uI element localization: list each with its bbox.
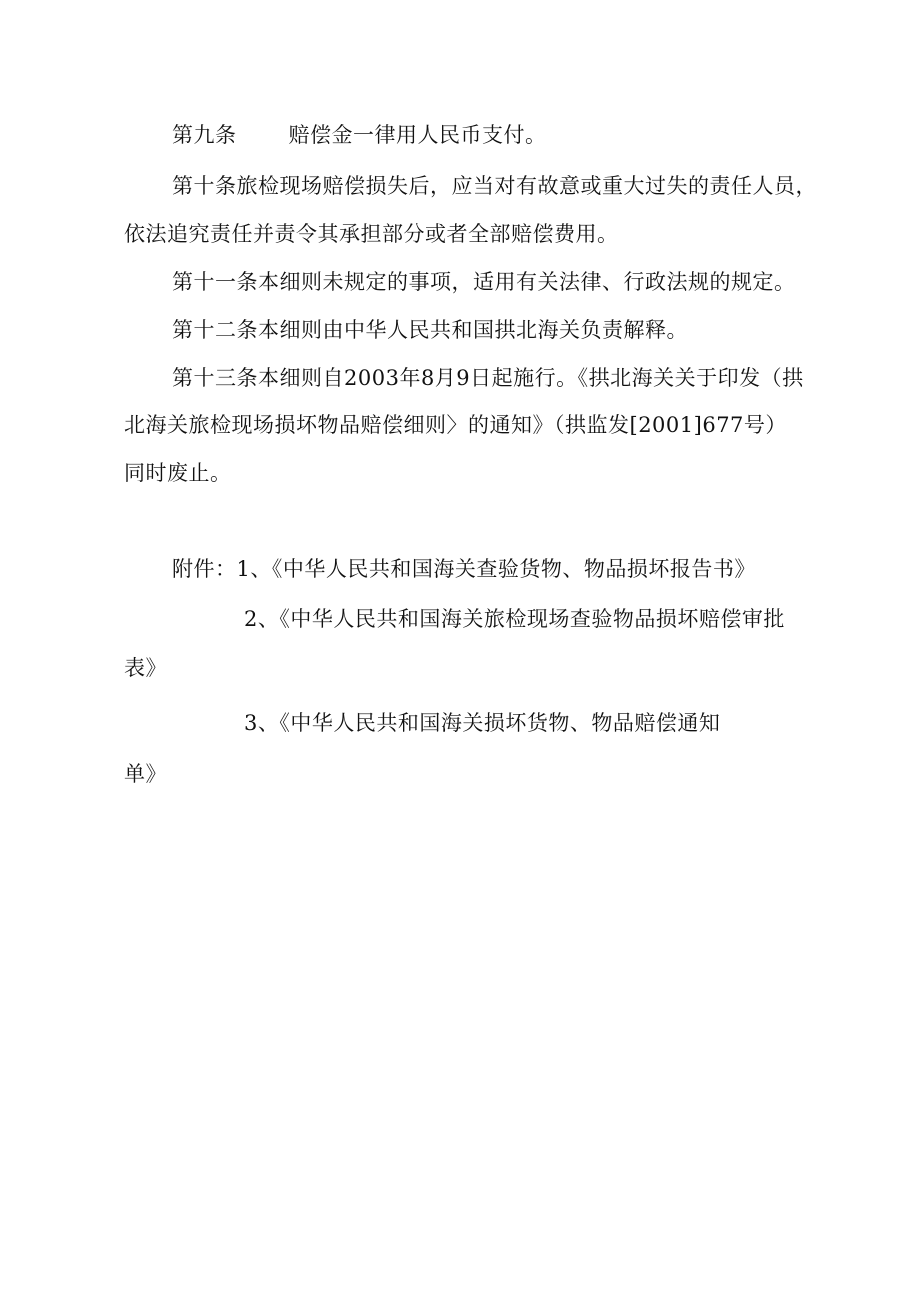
- attachment-1: 附件：1、《中华人民共和国海关查验货物、物品损坏报告书》: [172, 557, 756, 581]
- attachment-2-line-1: 2、《中华人民共和国海关旅检现场查验物品损坏赔偿审批: [244, 607, 785, 631]
- article-9: [172, 122, 547, 148]
- attachment-3-line-1: 3、《中华人民共和国海关损坏货物、物品赔偿通知: [244, 711, 721, 735]
- article-13-line-1: 第十三条本细则自2003年8月9日起施行。《拱北海关关于印发（拱: [172, 366, 804, 390]
- attachment-2-line-2: 表》: [124, 656, 167, 680]
- article-13-line-2: 北海关旅检现场损坏物品赔偿细则〉的通知》（拱监发[2001]677号）: [124, 413, 787, 437]
- article-10-line-1: 第十条旅检现场赔偿损失后，应当对有故意或重大过失的责任人员，: [172, 174, 817, 198]
- attachment-3-line-2: 单》: [124, 762, 167, 786]
- article-13-line-3: 同时废止。: [124, 461, 232, 485]
- article-11: 第十一条本细则未规定的事项，适用有关法律、行政法规的规定。: [172, 270, 796, 294]
- article-9-text: 赔偿金一律用人民币支付。: [288, 123, 547, 147]
- article-9-heading: 第九条: [172, 123, 237, 147]
- article-10-line-2: 依法追究责任并责令其承担部分或者全部赔偿费用。: [124, 222, 619, 246]
- article-12: 第十二条本细则由中华人民共和国拱北海关负责解释。: [172, 318, 688, 342]
